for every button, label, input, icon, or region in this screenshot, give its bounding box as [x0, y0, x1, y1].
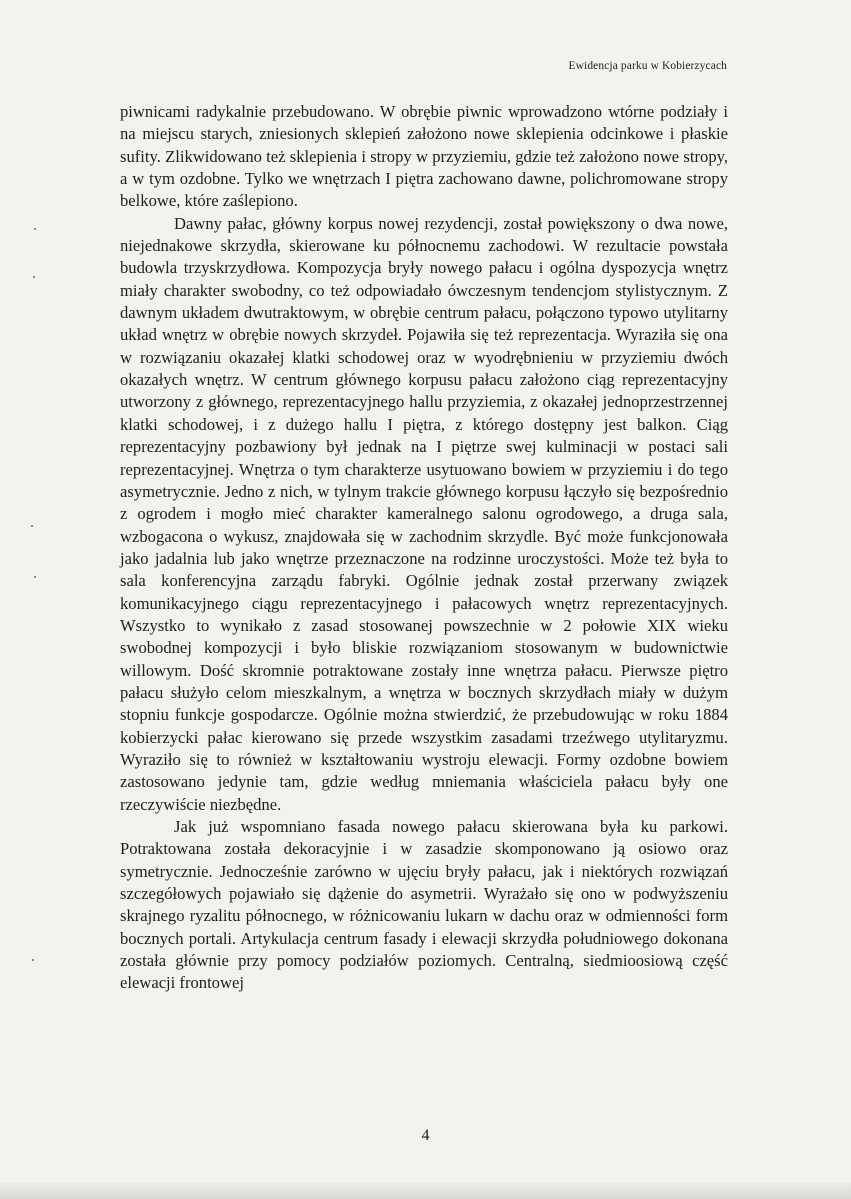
paragraph-facade: Jak już wspomniano fasada nowego pałacu skierowana była ku parkowi. Potraktowana została dekoracyjnie i w zasadzie skomponowano ją osiowo oraz symetrycznie. Jednocześnie zarówno w ujęciu bryły pałacu, jak i niektórych rozwiązań szczegółowych pojawiało się dążenie do asymetrii. Wyrażało się ono w podwyższeniu skrajnego ryzalitu północnego, w różnicowaniu lukarn w dachu oraz w odmienności form bocznych portali. Artykulacja centrum fasady i elewacji skrzydła południowego dokonana została głównie przy pomocy podziałów poziomych. Centralną, siedmioosiową część elewacji frontowej: [120, 817, 728, 993]
body-text: [120, 101, 728, 995]
running-header: Ewidencja parku w Kobierzycach: [568, 60, 727, 72]
scan-speck: [32, 959, 34, 961]
paragraph-continuation: piwnicami radykalnie przebudowano. W obrębie piwnic wprowadzono wtórne podziały i na miejscu starych, zniesionych sklepień założono nowe sklepienia odcinkowe i płaskie sufity. Zlikwidowano też sklepienia i stropy w przyziemiu, gdzie też założono nowe stropy, a w tym ozdobne. Tylko we wnętrzach I piętra zachowano dawne, polichromowane stropy belkowe, które zaślepiono.: [120, 102, 728, 211]
scan-speck: [33, 276, 35, 278]
paragraph-palace-extension: Dawny pałac, główny korpus nowej rezydencji, został powiększony o dwa nowe, niejednakowe skrzydła, skierowane ku północnemu zachodowi. W rezultacie powstała budowla trzyskrzydłowa. Kompozycja bryły nowego pałacu i ogólna dyspozycja wnętrz miały charakter swobodny, co też odpowiadało ówczesnym tendencjom stylistycznym. Z dawnym układem dwutraktowym, w obrębie centrum pałacu, połączono typowo utylitarny układ wnętrz w obrębie nowych skrzydeł. Pojawiła się też reprezentacja. Wyraziła się ona w rozwiązaniu okazałej klatki schodowej oraz w wyodrębnieniu w przyziemiu dwóch okazałych wnętrz. W centrum głównego korpusu pałacu założono ciąg reprezentacyjny utworzony z głównego, reprezentacyjnego hallu przyziemia, z okazałej jednoprzestrzennej klatki schodowej, i z dużego hallu I piętra, z którego dostępny jest balkon. Ciąg reprezentacyjny pozbawiony był jednak na I piętrze swej kulminacji w postaci sali reprezentacyjnej. Wnętrza o tym charakterze usytuowano bowiem w przyziemiu i do tego asymetrycznie. Jedno z nich, w tylnym trakcie głównego korpusu łączyło się bezpośrednio z ogrodem i mogło mieć charakter kameralnego salonu ogrodowego, a druga sala, wzbogacona o wykusz, znajdowała się w zachodnim skrzydle. Być może funkcjonowała jako jadalnia lub jako wnętrze przeznaczone na rodzinne uroczystości. Może też była to sala konferencyjna zarządu fabryki. Ogólnie jednak został przerwany związek komunikacyjnego ciągu reprezentacyjnego i pałacowych wnętrz reprezentacyjnych. Wszystko to wynikało z zasad stosowanej powszechnie w 2 połowie XIX wieku swobodnej kompozycji i było bliskie rozwiązaniom stosowanym w budownictwie willowym. Dość skromnie potraktowane zostały inne wnętrza pałacu. Pierwsze piętro pałacu służyło celom mieszkalnym, a wnętrza w bocznych skrzydłach miały w dużym stopniu funkcje gospodarcze. Ogólnie można stwierdzić, że przebudowując w roku 1884 kobierzycki pałac kierowano się przede wszystkim zasadami trzeźwego utylitaryzmu. Wyraziło się to również w kształtowaniu wystroju elewacji. Formy ozdobne bowiem zastosowano jedynie tam, gdzie według mniemania właściciela pałacu były one rzeczywiście niezbędne.: [120, 213, 728, 814]
scan-speck: [31, 525, 33, 527]
page-number: 4: [421, 1127, 430, 1144]
scan-speck: [34, 576, 36, 578]
scan-speck: [34, 228, 36, 230]
